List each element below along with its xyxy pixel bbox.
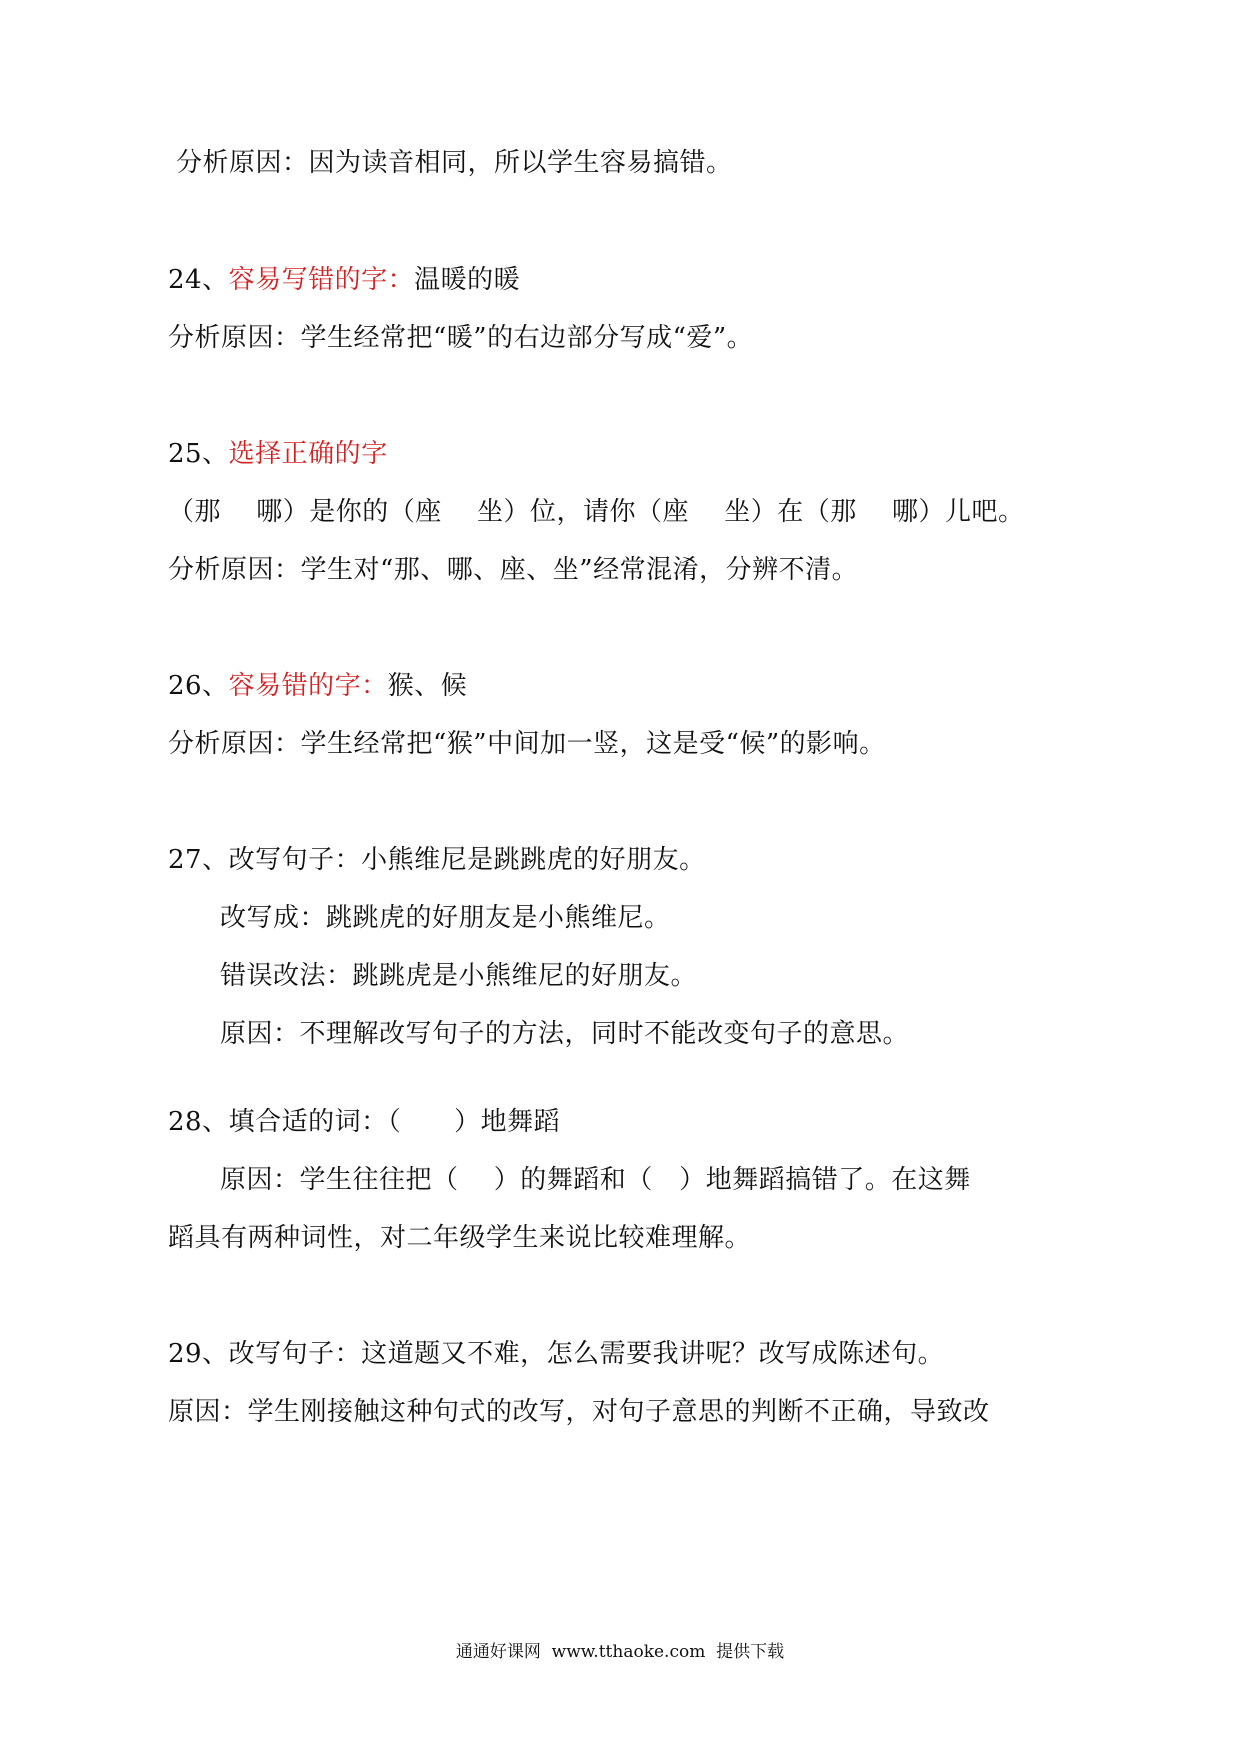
item-number: 25、: [168, 439, 229, 469]
item-25-question: （那 哪）是你的（座 坐）位，请你（座 坐）在（那 哪）儿吧。: [168, 497, 1025, 527]
item-28-reason-line2: 蹈具有两种词性，对二年级学生来说比较难理解。: [168, 1223, 752, 1253]
item-25-heading: [168, 434, 388, 474]
item-content: 温暖的暖: [414, 265, 521, 295]
item-27-reason: 原因：不理解改写句子的方法，同时不能改变句子的意思。: [220, 1019, 910, 1049]
item-label: 选择正确的字: [228, 439, 388, 469]
item-27-rewrite: 改写成：跳跳虎的好朋友是小熊维尼。: [220, 903, 671, 933]
analysis-text: 分析原因：因为读音相同，所以学生容易搞错。: [176, 148, 733, 178]
item-24-heading: [168, 260, 520, 300]
item-25-analysis: 分析原因：学生对“那、哪、座、坐”经常混淆，分辨不清。: [168, 555, 859, 585]
item-24-analysis: 分析原因：学生经常把“暖”的右边部分写成“爱”。: [168, 323, 754, 353]
item-26-heading: [168, 666, 467, 706]
item-27-wrong: 错误改法：跳跳虎是小熊维尼的好朋友。: [220, 961, 698, 991]
item-label: 容易错的字：: [228, 671, 388, 701]
item-27-heading: 27、改写句子：小熊维尼是跳跳虎的好朋友。: [168, 845, 706, 875]
item-29-reason: 原因：学生刚接触这种句式的改写，对句子意思的判断不正确，导致改: [168, 1397, 990, 1427]
item-label: 容易写错的字：: [228, 265, 415, 295]
item-number: 24、: [168, 265, 229, 295]
item-29-heading: 29、改写句子：这道题又不难，怎么需要我讲呢？改写成陈述句。: [168, 1339, 945, 1369]
item-content: 猴、候: [387, 671, 468, 701]
item-28-reason-line1: 原因：学生往往把（ ）的舞蹈和（ ）地舞蹈搞错了。在这舞: [220, 1165, 971, 1195]
item-28-heading: 28、填合适的词：（ ）地舞蹈: [168, 1107, 561, 1137]
item-number: 26、: [168, 671, 229, 701]
item-26-analysis: 分析原因：学生经常把“猴”中间加一竖，这是受“候”的影响。: [168, 729, 886, 759]
page-footer: 通通好课网 www.tthaoke.com 提供下载: [455, 1642, 785, 1662]
